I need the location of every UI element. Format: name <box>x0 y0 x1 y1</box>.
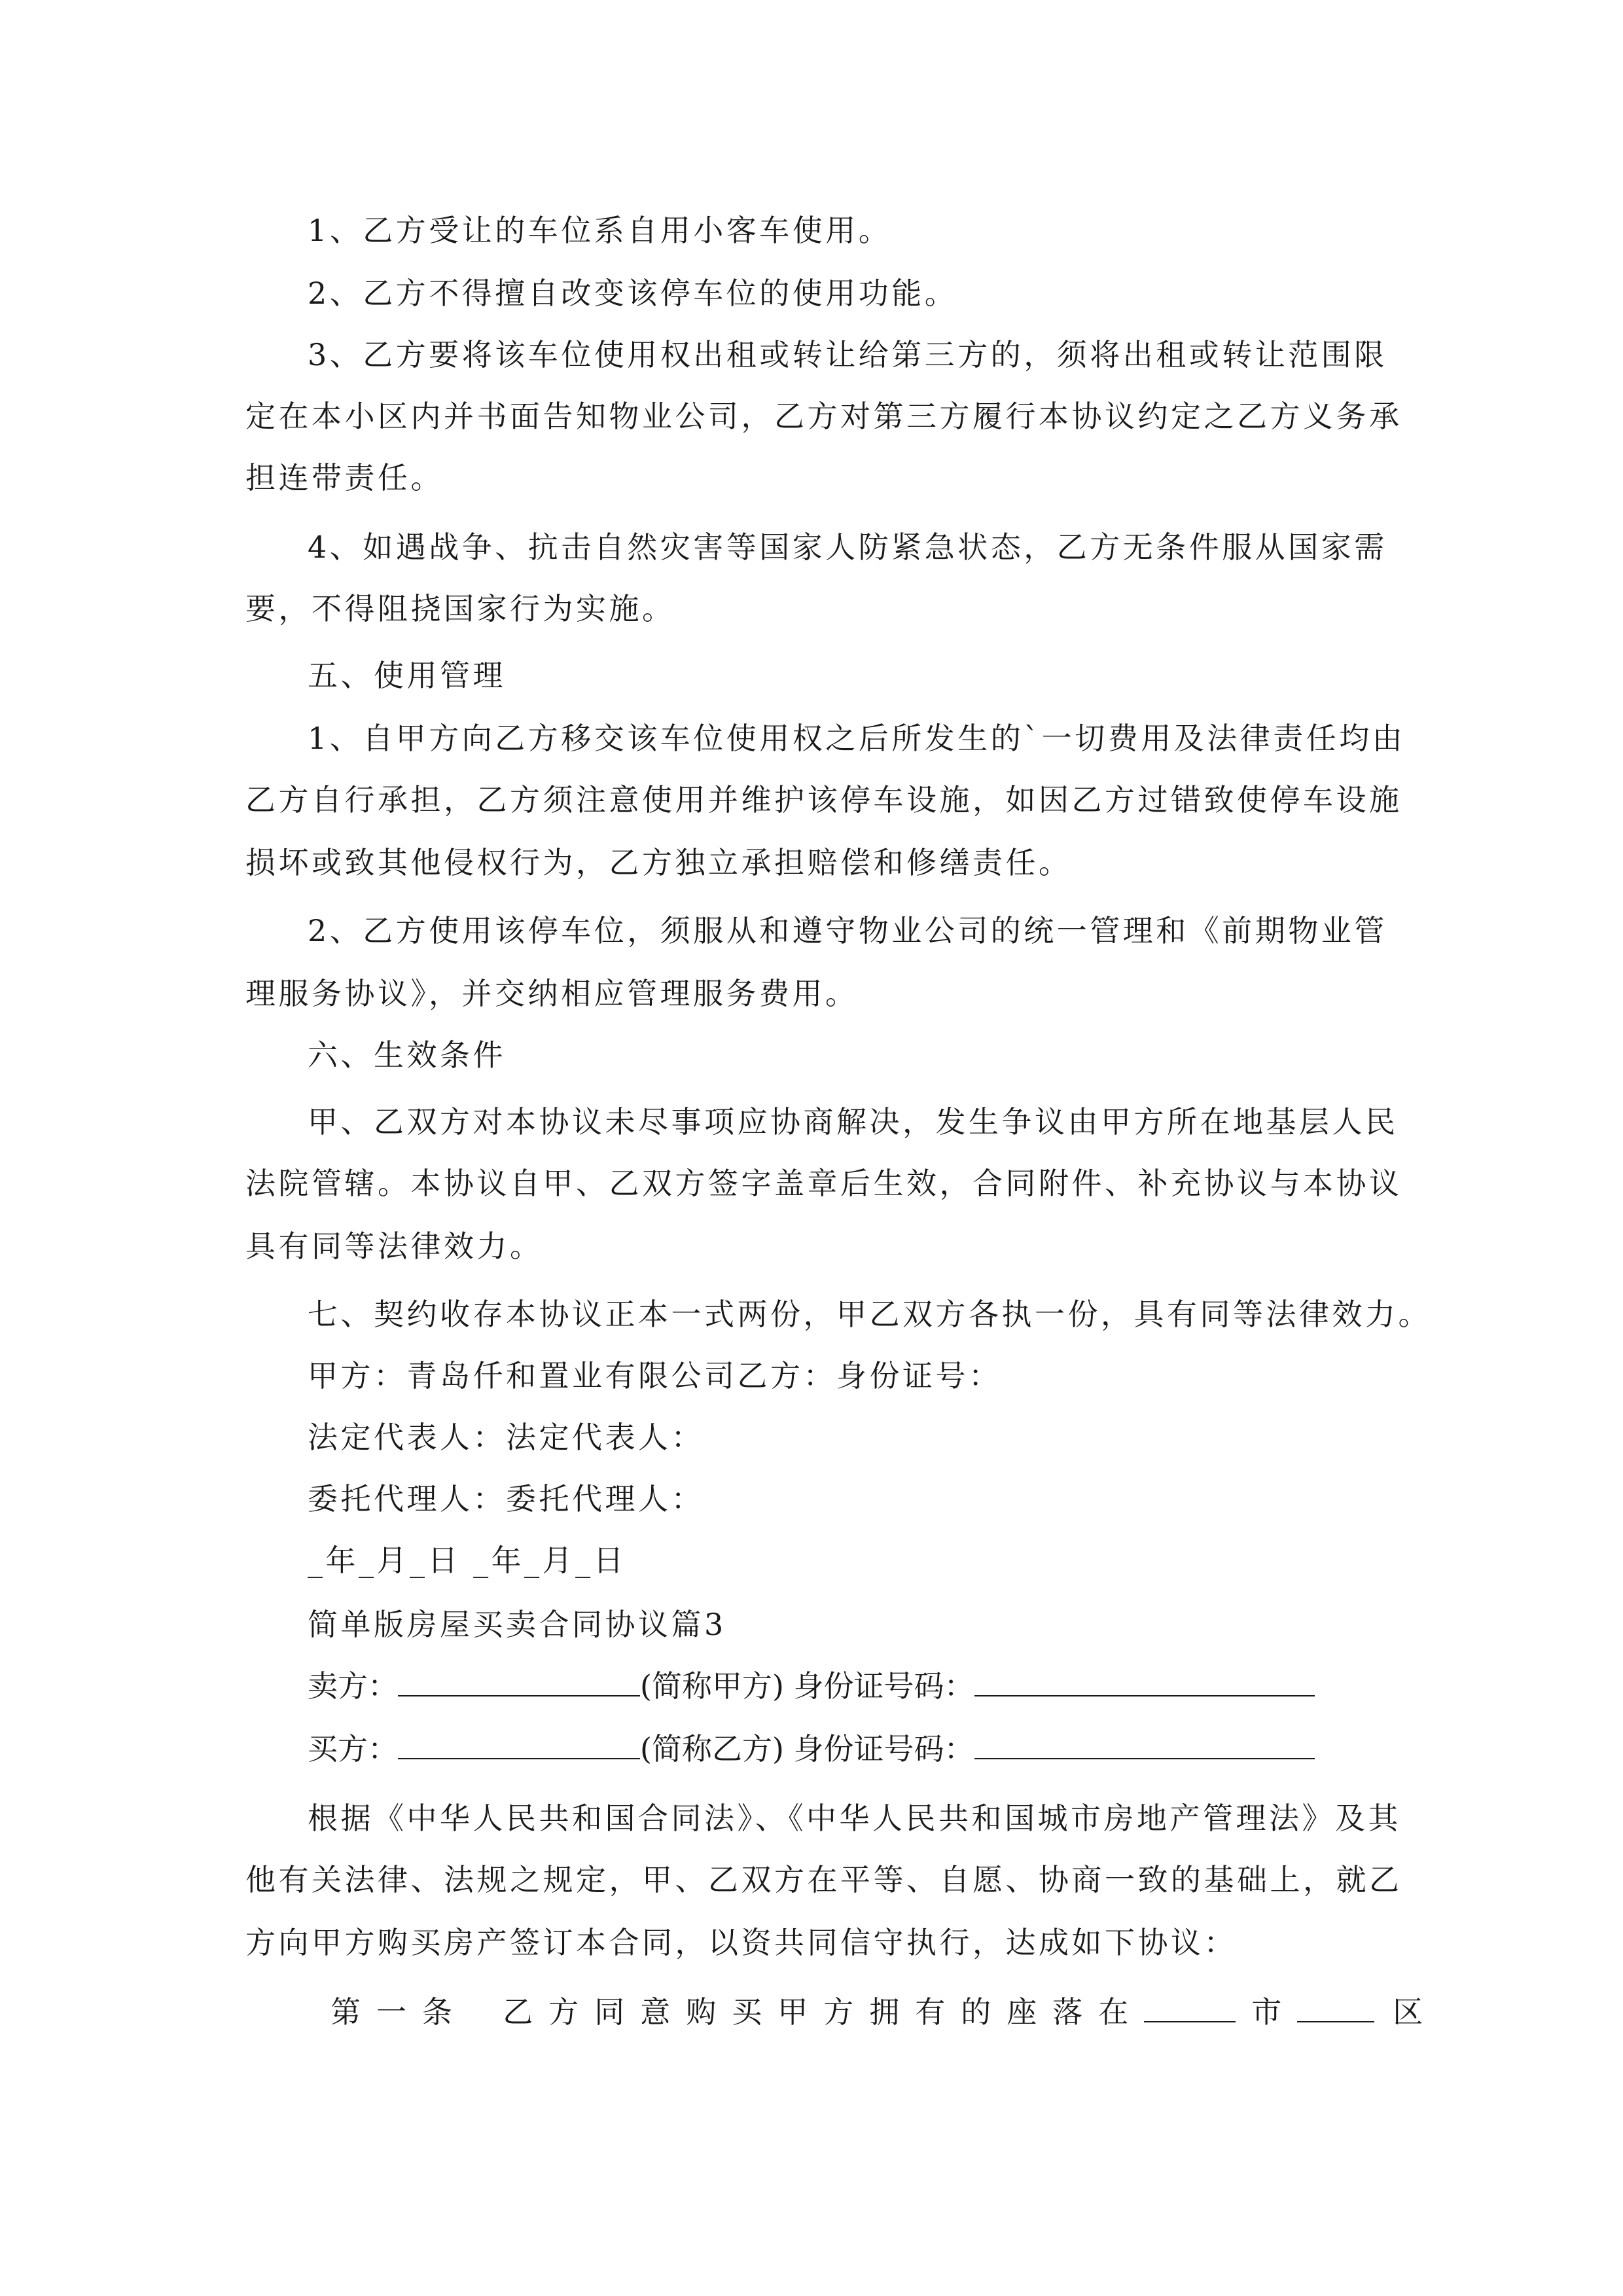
clause-line: 担连带责任。 <box>245 460 444 495</box>
district-blank <box>1297 1992 1374 2022</box>
seller-name-blank <box>398 1666 640 1696</box>
buyer-name-blank <box>398 1729 640 1759</box>
seller-abbr: (简称甲方) <box>640 1668 784 1704</box>
clause-line: 4、如遇战争、抗击自然灾害等国家人防紧急状态，乙方无条件服从国家需 <box>308 529 1387 565</box>
clause-line: 3、乙方要将该车位使用权出租或转让给第三方的，须将出租或转让范围限 <box>308 337 1387 372</box>
seller-id-blank <box>974 1666 1315 1696</box>
buyer-abbr: (简称乙方) <box>640 1731 784 1767</box>
preamble-line: 方向甲方购买房产签订本合同，以资共同信守执行，达成如下协议： <box>245 1925 1237 1960</box>
clause-line: 法院管辖。本协议自甲、乙双方签字盖章后生效，合同附件、补充协议与本协议 <box>245 1166 1402 1201</box>
section-heading: 五、使用管理 <box>308 658 506 693</box>
clause-line: 甲、乙双方对本协议未尽事项应协商解决，发生争议由甲方所在地基层人民 <box>308 1104 1399 1139</box>
seller-label: 卖方： <box>308 1668 398 1704</box>
seller-row <box>308 1666 1376 1706</box>
contract-title: 简单版房屋买卖合同协议篇3 <box>308 1607 726 1642</box>
preamble-line: 根据《中华人民共和国合同法》、《中华人民共和国城市房地产管理法》及其 <box>308 1801 1401 1836</box>
buyer-row <box>308 1729 1376 1768</box>
preamble-line: 他有关法律、法规之规定，甲、乙双方在平等、自愿、协商一致的基础上，就乙 <box>245 1862 1402 1897</box>
clause-line: 1、乙方受让的车位系自用小客车使用。 <box>308 213 892 248</box>
seller-id-label: 身份证号码： <box>793 1668 974 1704</box>
clause-line: 2、乙方使用该停车位，须服从和遵守物业公司的统一管理和《前期物业管 <box>308 913 1387 948</box>
city-label: 市 <box>1251 1994 1282 2030</box>
clause-line: 损坏或致其他侵权行为，乙方独立承担赔偿和修缮责任。 <box>245 845 1072 880</box>
district-label: 区 <box>1393 1994 1423 2030</box>
buyer-id-label: 身份证号码： <box>793 1731 974 1767</box>
clause-line: 理服务协议》，并交纳相应管理服务费用。 <box>245 976 859 1011</box>
article-1-text: 乙方同意购买甲方拥有的座落在 <box>503 1994 1145 2030</box>
clause-line: 要，不得阻挠国家行为实施。 <box>245 591 675 626</box>
party-line: 甲方：青岛仟和置业有限公司乙方：身份证号： <box>308 1358 1002 1393</box>
clause-line: 乙方自行承担，乙方须注意使用并维护该停车设施，如因乙方过错致使停车设施 <box>245 782 1402 817</box>
representative-line: 法定代表人：法定代表人： <box>308 1420 704 1455</box>
agent-line: 委托代理人：委托代理人： <box>308 1481 704 1516</box>
section-heading: 六、生效条件 <box>308 1037 506 1073</box>
clause-line: 七、契约收存本协议正本一式两份，甲乙双方各执一份，具有同等法律效力。 <box>308 1297 1431 1332</box>
clause-line: 1、自甲方向乙方移交该车位使用权之后所发生的`一切费用及法律责任均由 <box>308 721 1406 756</box>
buyer-id-blank <box>974 1729 1315 1759</box>
city-blank <box>1144 1992 1236 2022</box>
article-1-heading: 第一条 <box>330 1994 468 2030</box>
date-line: _年_月_日 _年_月_日 <box>308 1543 627 1578</box>
clause-line: 具有同等法律效力。 <box>245 1229 543 1264</box>
clause-line: 2、乙方不得擅自改变该停车位的使用功能。 <box>308 276 958 311</box>
buyer-label: 买方： <box>308 1731 398 1767</box>
clause-line: 定在本小区内并书面告知物业公司，乙方对第三方履行本协议约定之乙方义务承 <box>245 399 1402 434</box>
article-1-row <box>330 1992 1423 2032</box>
